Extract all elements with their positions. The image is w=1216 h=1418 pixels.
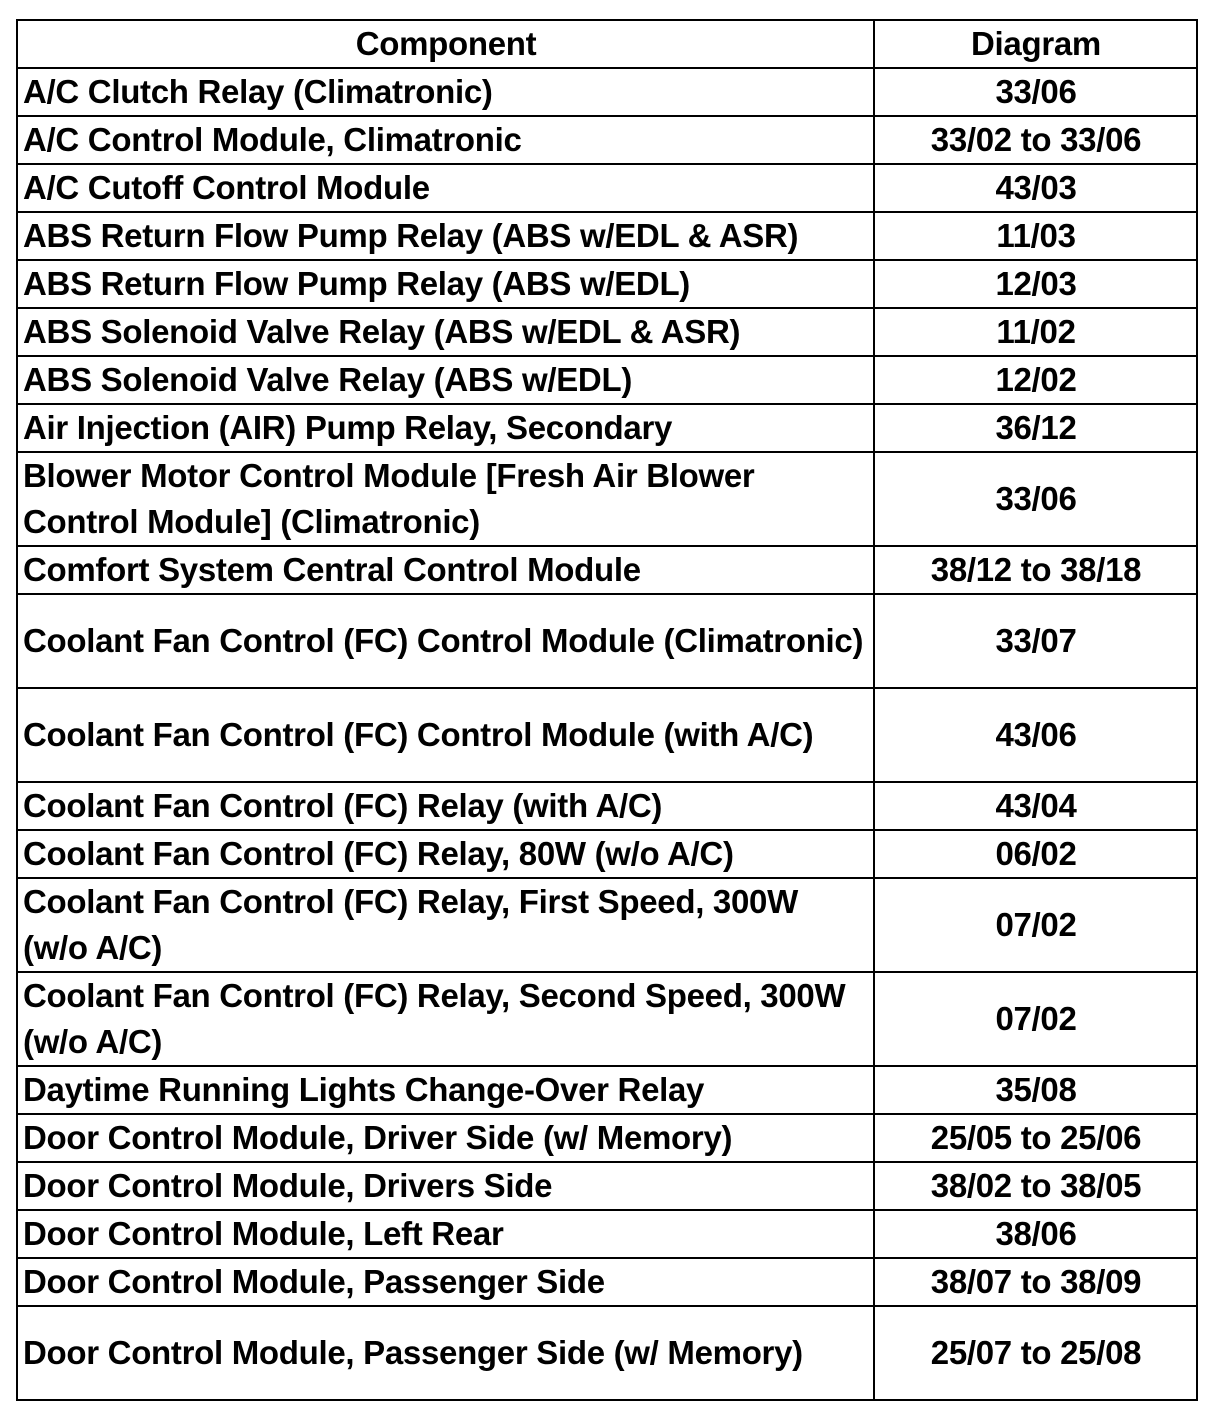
- table-row: [17, 782, 1197, 830]
- diagram-cell: 43/03: [874, 164, 1197, 212]
- diagram-cell: 07/02: [874, 972, 1197, 1066]
- table-row: [17, 1114, 1197, 1162]
- diagram-cell: 25/05 to 25/06: [874, 1114, 1197, 1162]
- diagram-cell: 43/06: [874, 688, 1197, 782]
- diagram-cell: 06/02: [874, 830, 1197, 878]
- diagram-cell: 11/03: [874, 212, 1197, 260]
- column-header-component: Component: [17, 20, 874, 68]
- diagram-cell: 33/06: [874, 452, 1197, 546]
- component-cell: Coolant Fan Control (FC) Relay (with A/C): [17, 782, 874, 830]
- diagram-cell: 35/08: [874, 1066, 1197, 1114]
- column-header-diagram: Diagram: [874, 20, 1197, 68]
- component-cell: Door Control Module, Left Rear: [17, 1210, 874, 1258]
- table-row: [17, 1210, 1197, 1258]
- diagram-cell: 33/02 to 33/06: [874, 116, 1197, 164]
- table-row: [17, 1306, 1197, 1400]
- table-row: [17, 1162, 1197, 1210]
- diagram-cell: 38/12 to 38/18: [874, 546, 1197, 594]
- component-cell: ABS Solenoid Valve Relay (ABS w/EDL): [17, 356, 874, 404]
- component-cell: ABS Return Flow Pump Relay (ABS w/EDL & ASR): [17, 212, 874, 260]
- diagram-cell: 25/07 to 25/08: [874, 1306, 1197, 1400]
- component-cell: Coolant Fan Control (FC) Control Module (with A/C): [17, 688, 874, 782]
- diagram-cell: 12/02: [874, 356, 1197, 404]
- component-cell: Air Injection (AIR) Pump Relay, Secondary: [17, 404, 874, 452]
- component-cell: A/C Control Module, Climatronic: [17, 116, 874, 164]
- diagram-cell: 33/07: [874, 594, 1197, 688]
- diagram-cell: 07/02: [874, 878, 1197, 972]
- diagram-cell: 38/02 to 38/05: [874, 1162, 1197, 1210]
- table-row: [17, 404, 1197, 452]
- diagram-cell: 12/03: [874, 260, 1197, 308]
- component-cell: Coolant Fan Control (FC) Relay, 80W (w/o A/C): [17, 830, 874, 878]
- component-cell: ABS Return Flow Pump Relay (ABS w/EDL): [17, 260, 874, 308]
- table-row: [17, 68, 1197, 116]
- component-cell: Coolant Fan Control (FC) Control Module (Climatronic): [17, 594, 874, 688]
- component-cell: Door Control Module, Drivers Side: [17, 1162, 874, 1210]
- component-cell: Comfort System Central Control Module: [17, 546, 874, 594]
- component-cell: Coolant Fan Control (FC) Relay, First Speed, 300W (w/o A/C): [17, 878, 874, 972]
- component-cell: Door Control Module, Driver Side (w/ Memory): [17, 1114, 874, 1162]
- component-cell: Blower Motor Control Module [Fresh Air Blower Control Module] (Climatronic): [17, 452, 874, 546]
- component-cell: A/C Cutoff Control Module: [17, 164, 874, 212]
- diagram-cell: 36/12: [874, 404, 1197, 452]
- diagram-cell: 33/06: [874, 68, 1197, 116]
- table-row: [17, 260, 1197, 308]
- component-cell: ABS Solenoid Valve Relay (ABS w/EDL & ASR): [17, 308, 874, 356]
- table-row: [17, 356, 1197, 404]
- component-cell: Coolant Fan Control (FC) Relay, Second Speed, 300W (w/o A/C): [17, 972, 874, 1066]
- component-cell: Door Control Module, Passenger Side: [17, 1258, 874, 1306]
- table-row: [17, 972, 1197, 1066]
- table-row: [17, 878, 1197, 972]
- table-row: [17, 308, 1197, 356]
- table-row: [17, 212, 1197, 260]
- component-cell: Door Control Module, Passenger Side (w/ Memory): [17, 1306, 874, 1400]
- diagram-cell: 38/07 to 38/09: [874, 1258, 1197, 1306]
- table-row: [17, 546, 1197, 594]
- diagram-cell: 38/06: [874, 1210, 1197, 1258]
- component-diagram-table: [16, 19, 1198, 1401]
- table-row: [17, 164, 1197, 212]
- table-row: [17, 688, 1197, 782]
- table-row: [17, 116, 1197, 164]
- table-row: [17, 1066, 1197, 1114]
- table-row: [17, 1258, 1197, 1306]
- diagram-cell: 11/02: [874, 308, 1197, 356]
- component-cell: Daytime Running Lights Change-Over Relay: [17, 1066, 874, 1114]
- table-row: [17, 830, 1197, 878]
- diagram-cell: 43/04: [874, 782, 1197, 830]
- table-row: [17, 452, 1197, 546]
- header-row: [17, 20, 1197, 68]
- table-row: [17, 594, 1197, 688]
- component-cell: A/C Clutch Relay (Climatronic): [17, 68, 874, 116]
